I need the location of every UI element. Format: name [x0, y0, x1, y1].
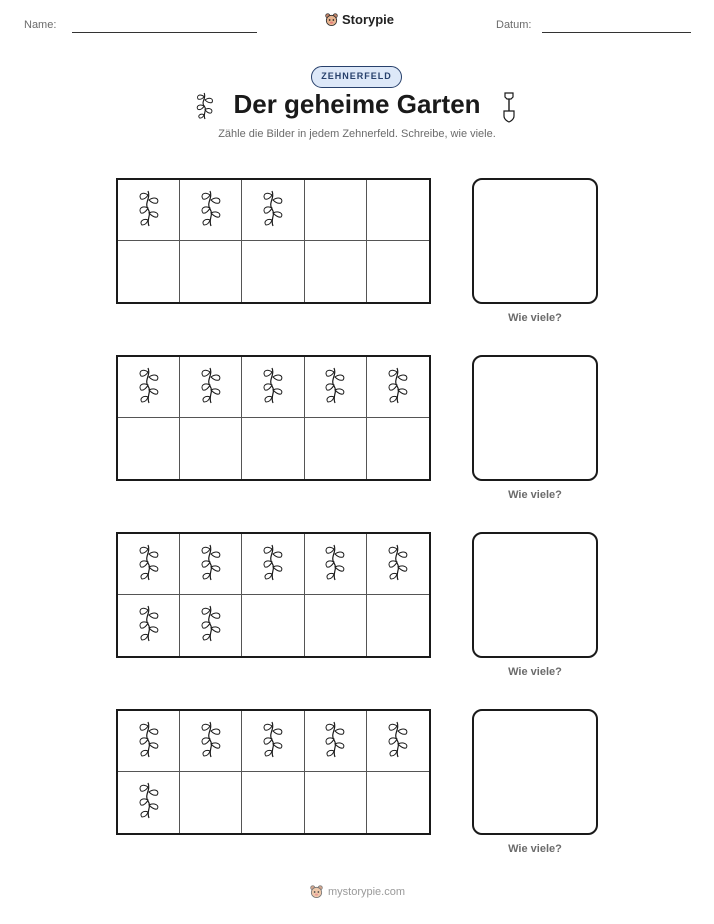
- answer-prompt: Wie viele?: [508, 312, 562, 324]
- ten-frame-cell: [305, 534, 367, 595]
- vine-plant-icon: [134, 719, 164, 764]
- vine-plant-icon: [320, 365, 350, 410]
- ten-frame-cell: [305, 180, 367, 241]
- vine-plant-icon: [258, 188, 288, 233]
- ten-frame-cell: [118, 357, 180, 418]
- ten-frame-cell: [305, 711, 367, 772]
- ten-frame-cell: [367, 711, 429, 772]
- ten-frame-cell: [305, 772, 367, 833]
- answer-prompt: Wie viele?: [508, 666, 562, 678]
- ten-frame-cell: [242, 241, 304, 302]
- answer-prompt: Wie viele?: [508, 843, 562, 855]
- answer-box[interactable]: [472, 178, 598, 304]
- worksheet-badge: ZEHNERFELD: [311, 66, 402, 88]
- ten-frame-cell: [180, 241, 242, 302]
- brand-logo: [324, 12, 394, 27]
- ten-frame-cell: [242, 595, 304, 656]
- ten-frame-cell: [367, 357, 429, 418]
- vine-plant-icon: [258, 542, 288, 587]
- garden-shovel-icon: [500, 91, 518, 123]
- vine-plant-icon: [320, 542, 350, 587]
- brand-name: Storypie: [342, 12, 395, 27]
- ten-frame-cell: [242, 772, 304, 833]
- vine-plant-icon: [383, 365, 413, 410]
- ten-frame-cell: [305, 595, 367, 656]
- ten-frame-cell: [180, 772, 242, 833]
- ten-frame: [116, 355, 431, 481]
- date-label: Datum:: [496, 19, 532, 31]
- ten-frame-cell: [180, 534, 242, 595]
- vine-plant-icon: [196, 188, 226, 233]
- ten-frame-cell: [118, 711, 180, 772]
- page-title: Der geheime Garten: [233, 89, 481, 119]
- ten-frame-cell: [367, 241, 429, 302]
- ten-frame-cell: [305, 418, 367, 479]
- vine-plant-icon: [383, 542, 413, 587]
- instructions: Zähle die Bilder in jedem Zehnerfeld. Schreibe, wie viele.: [218, 128, 496, 140]
- ten-frame-cell: [242, 180, 304, 241]
- ten-frame-cell: [180, 180, 242, 241]
- ten-frame-cell: [367, 595, 429, 656]
- ten-frame-cell: [305, 357, 367, 418]
- vine-plant-icon: [320, 719, 350, 764]
- date-line[interactable]: [542, 32, 691, 33]
- ten-frame: [116, 709, 431, 835]
- name-label: Name:: [24, 19, 57, 31]
- vine-plant-icon: [134, 603, 164, 648]
- ten-frame-cell: [367, 772, 429, 833]
- vine-plant-icon: [196, 542, 226, 587]
- vine-plant-icon: [134, 188, 164, 233]
- ten-frame-cell: [367, 534, 429, 595]
- ten-frame-cell: [118, 180, 180, 241]
- footer: [0, 884, 714, 899]
- answer-prompt: Wie viele?: [508, 489, 562, 501]
- ten-frame-cell: [305, 241, 367, 302]
- vine-plant-icon: [134, 780, 164, 825]
- name-line[interactable]: [72, 32, 257, 33]
- vine-plant-icon: [196, 603, 226, 648]
- storypie-mascot-icon: [309, 884, 324, 899]
- ten-frame: [116, 178, 431, 304]
- ten-frame-cell: [367, 180, 429, 241]
- ten-frame-cell: [180, 595, 242, 656]
- ten-frame-cell: [118, 241, 180, 302]
- answer-box[interactable]: [472, 709, 598, 835]
- ten-frame-cell: [118, 418, 180, 479]
- ten-frame-cell: [118, 595, 180, 656]
- ten-frame-cell: [180, 357, 242, 418]
- ten-frame-cell: [242, 357, 304, 418]
- vine-plant-icon: [134, 542, 164, 587]
- vine-plant-icon: [258, 365, 288, 410]
- ten-frame-cell: [242, 711, 304, 772]
- vine-plant-icon: [196, 719, 226, 764]
- ten-frame: [116, 532, 431, 658]
- vine-plant-icon: [196, 365, 226, 410]
- vine-plant-icon: [383, 719, 413, 764]
- answer-box[interactable]: [472, 355, 598, 481]
- ten-frame-cell: [242, 534, 304, 595]
- ten-frame-cell: [118, 772, 180, 833]
- ten-frame-cell: [367, 418, 429, 479]
- ten-frame-cell: [242, 418, 304, 479]
- ten-frame-cell: [180, 418, 242, 479]
- storypie-mascot-icon: [324, 12, 339, 27]
- ten-frame-cell: [118, 534, 180, 595]
- ten-frame-cell: [180, 711, 242, 772]
- vine-plant-icon: [258, 719, 288, 764]
- answer-box[interactable]: [472, 532, 598, 658]
- footer-url: mystorypie.com: [327, 885, 406, 898]
- vine-plant-icon: [134, 365, 164, 410]
